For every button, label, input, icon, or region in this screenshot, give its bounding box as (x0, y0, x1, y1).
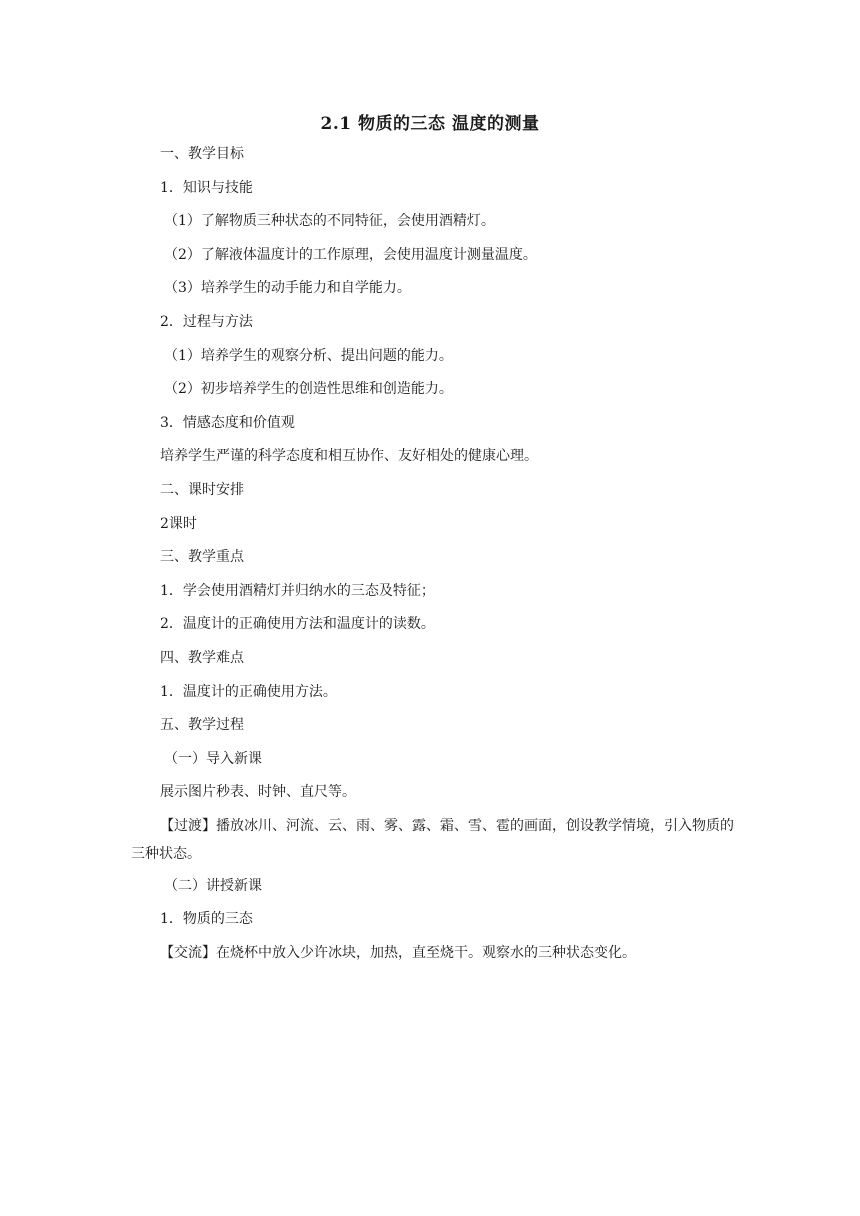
subsection-heading: 2．过程与方法 (160, 313, 253, 330)
section-heading: 三、教学重点 (160, 549, 244, 566)
paragraph: 2课时 (160, 515, 197, 532)
subsection-heading: （二）讲授新课 (164, 877, 262, 894)
list-item: （1）培养学生的观察分析、提出问题的能力。 (164, 347, 453, 364)
list-item: （2）初步培养学生的创造性思维和创造能力。 (164, 381, 453, 398)
document-title: 2.1 物质的三态 温度的测量 (320, 114, 540, 134)
paragraph: 【过渡】播放冰川、河流、云、雨、雾、露、霜、雪、雹的画面，创设教学情境，引入物质的三种状态。 (131, 817, 734, 862)
list-item: （2）了解液体温度计的工作原理，会使用温度计测量温度。 (164, 246, 537, 263)
paragraph: 【交流】在烧杯中放入少许冰块，加热，直至烧干。观察水的三种状态变化。 (160, 945, 636, 962)
list-item: 1．温度计的正确使用方法。 (160, 683, 337, 700)
document-body (131, 144, 746, 977)
section-heading: 一、教学目标 (160, 146, 244, 162)
section-heading: 二、课时安排 (160, 481, 244, 498)
subsection-heading: （一）导入新课 (164, 750, 262, 767)
paragraph: 培养学生严谨的科学态度和相互协作、友好相处的健康心理。 (160, 448, 538, 465)
list-item: （3）培养学生的动手能力和自学能力。 (164, 280, 411, 297)
paragraph: 展示图片秒表、时钟、直尺等。 (160, 784, 356, 801)
list-item: 2．温度计的正确使用方法和温度计的读数。 (160, 616, 435, 633)
list-item: 1．学会使用酒精灯并归纳水的三态及特征； (160, 582, 435, 599)
section-heading: 五、教学过程 (160, 717, 244, 734)
section-heading: 四、教学难点 (160, 649, 244, 666)
subsection-heading: 1．物质的三态 (160, 911, 253, 928)
subsection-heading: 1．知识与技能 (160, 179, 253, 196)
list-item: （1）了解物质三种状态的不同特征，会使用酒精灯。 (164, 213, 495, 230)
subsection-heading: 3．情感态度和价值观 (160, 414, 295, 431)
